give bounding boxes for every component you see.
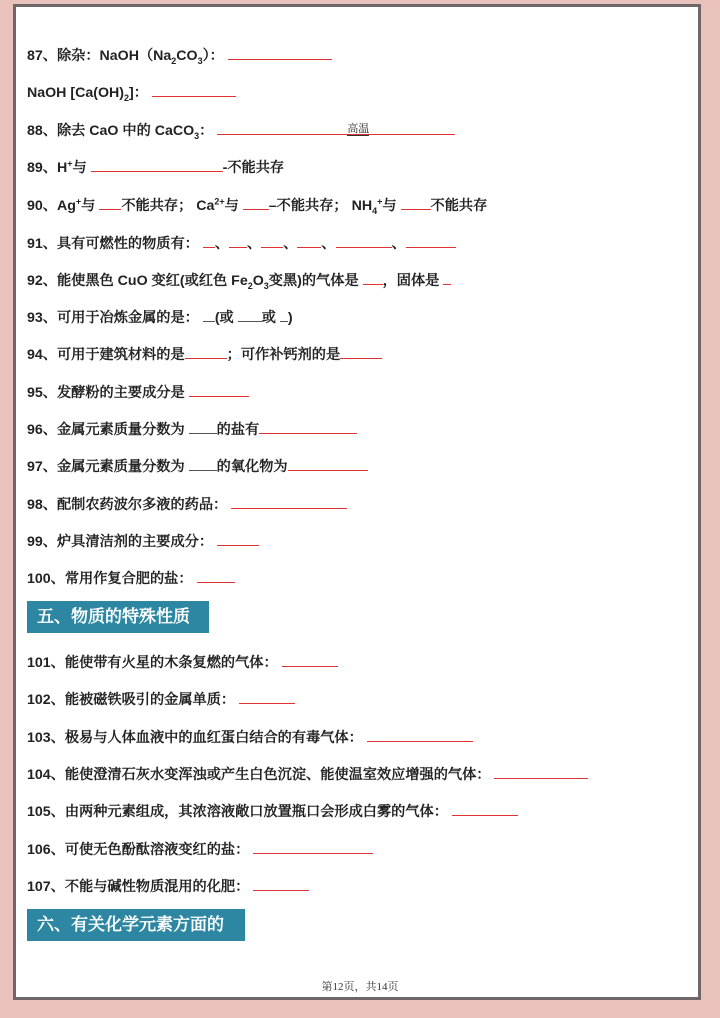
answer-blank[interactable]	[238, 307, 262, 322]
answer-blank[interactable]	[228, 45, 332, 60]
answer-blank[interactable]	[406, 233, 456, 248]
answer-blank[interactable]	[189, 456, 217, 471]
answer-blank[interactable]	[189, 382, 249, 397]
item-94: 94、可用于建筑材料的是 ；可作补钙剂的是	[27, 344, 382, 365]
item-100: 100、常用作复合肥的盐：	[27, 568, 235, 589]
item-102: 102、能被磁铁吸引的金属单质：	[27, 689, 295, 710]
item-88: 88、除去 CaO 中的 CaCO$_3$： 高温	[27, 120, 455, 141]
answer-blank[interactable]	[99, 195, 121, 210]
answer-blank[interactable]	[203, 307, 215, 322]
answer-blank[interactable]	[288, 456, 368, 471]
item-97: 97、金属元素质量分数为 的氧化物为	[27, 456, 368, 477]
answer-blank[interactable]	[363, 270, 383, 285]
answer-blank[interactable]	[280, 307, 288, 322]
answer-blank[interactable]	[217, 531, 259, 546]
item-103: 103、极易与人体血液中的血红蛋白结合的有毒气体：	[27, 727, 473, 748]
answer-blank[interactable]	[494, 764, 588, 779]
item-90: 90、Ag+与 不能共存； $Ca^{2+}$与 –不能共存； $NH_4^+$与 不能共存	[27, 196, 488, 216]
item-104: 104、能使澄清石灰水变浑浊或产生白色沉淀、能使温室效应增强的气体：	[27, 764, 588, 785]
item-87-b: NaOH $[Ca(OH)_2]$：	[27, 82, 236, 103]
answer-blank[interactable]	[261, 233, 283, 248]
answer-blank[interactable]	[203, 233, 215, 248]
answer-blank[interactable]	[91, 157, 223, 172]
answer-blank[interactable]	[185, 344, 227, 359]
item-92: 92、能使黑色 CuO 变红(或红色 $Fe_2O_3$变黑)的气体是 ，固体是	[27, 270, 451, 291]
answer-blank[interactable]	[253, 839, 373, 854]
answer-blank[interactable]	[229, 233, 247, 248]
item-87: 87、除杂：$NaOH(Na_2CO_3)$：	[27, 45, 332, 66]
answer-blank[interactable]	[282, 652, 338, 667]
answer-blank[interactable]	[197, 568, 235, 583]
answer-blank[interactable]	[189, 419, 217, 434]
item-107: 107、不能与碱性物质混用的化肥：	[27, 876, 309, 897]
answer-blank[interactable]	[336, 233, 392, 248]
item-106: 106、可使无色酚酞溶液变红的盐：	[27, 839, 373, 860]
section-heading: 五、物质的特殊性质	[27, 601, 209, 633]
section-heading: 六、有关化学元素方面的	[27, 909, 245, 941]
item-101: 101、能使带有火星的木条复燃的气体：	[27, 652, 338, 673]
page-footer: 第12页，共14页	[321, 981, 399, 993]
item-98: 98、配制农药波尔多液的药品：	[27, 494, 347, 515]
answer-blank[interactable]	[443, 270, 451, 285]
answer-blank[interactable]	[253, 876, 309, 891]
answer-blank[interactable]	[217, 120, 335, 135]
answer-blank[interactable]	[231, 494, 347, 509]
answer-blank[interactable]	[367, 727, 473, 742]
item-95: 95、发酵粉的主要成分是	[27, 382, 249, 403]
answer-blank[interactable]	[239, 689, 295, 704]
item-93: 93、可用于冶炼金属的是： (或 或 )	[27, 307, 293, 328]
item-99: 99、炉具清洁剂的主要成分：	[27, 531, 259, 552]
item-89: 89、H+与 -不能共存	[27, 158, 285, 176]
answer-blank[interactable]	[401, 195, 431, 210]
answer-blank[interactable]	[452, 801, 518, 816]
answer-blank[interactable]	[259, 419, 357, 434]
answer-blank[interactable]	[297, 233, 321, 248]
answer-blank[interactable]	[152, 82, 236, 97]
answer-blank[interactable]	[340, 344, 382, 359]
answer-blank[interactable]	[243, 195, 269, 210]
item-91: 91、具有可燃性的物质有： 、 、 、 、 、	[27, 233, 456, 254]
item-96: 96、金属元素质量分数为 的盐有	[27, 419, 357, 440]
item-105: 105、由两种元素组成，其浓溶液敞口放置瓶口会形成白雾的气体：	[27, 801, 518, 822]
